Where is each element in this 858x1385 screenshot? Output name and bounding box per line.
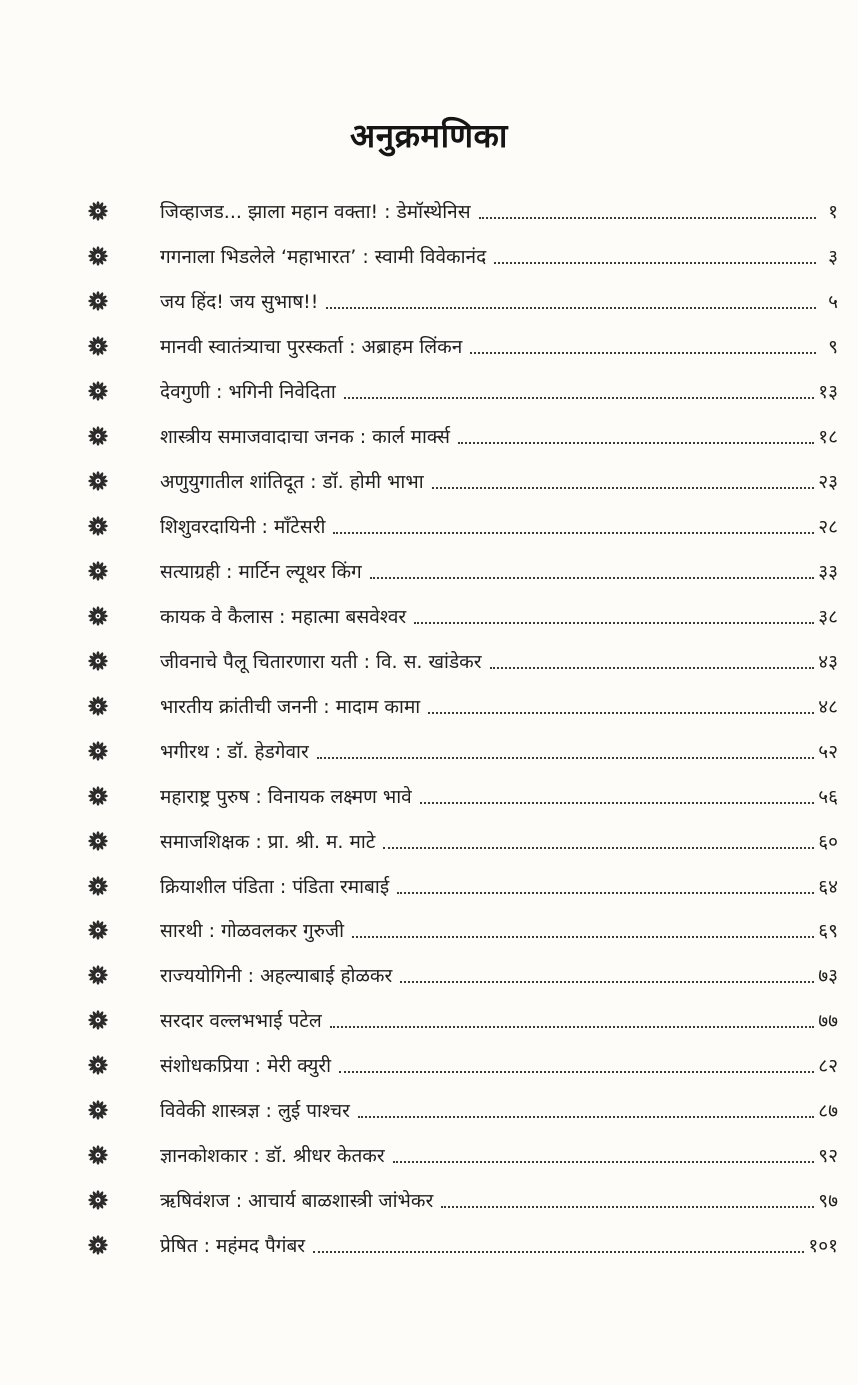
toc-page-number: ५२ xyxy=(818,740,838,763)
toc-entry xyxy=(0,728,858,773)
toc-entry-title: ज्ञानकोशकार : डॉ. श्रीधर केतकर xyxy=(160,1145,385,1168)
dot-leader xyxy=(490,667,815,669)
toc-entry-line xyxy=(160,773,838,818)
daisy-flower-icon xyxy=(88,606,108,626)
daisy-flower-icon xyxy=(88,426,108,446)
toc-entry xyxy=(0,1043,858,1088)
dot-leader xyxy=(458,442,814,444)
daisy-flower-icon xyxy=(88,201,108,221)
toc-page-number: १८ xyxy=(818,426,838,449)
toc-entry xyxy=(0,638,858,683)
toc-entry-title: देवगुणी : भगिनी निवेदिता xyxy=(160,381,336,404)
toc-entry xyxy=(0,953,858,998)
daisy-flower-icon xyxy=(88,651,108,671)
toc-entry-line xyxy=(160,369,838,414)
dot-leader xyxy=(400,981,814,983)
toc-page-number: ६४ xyxy=(818,875,838,898)
toc-entry-title: शास्त्रीय समाजवादाचा जनक : कार्ल मार्क्स xyxy=(160,426,450,449)
toc-page-number: २८ xyxy=(818,516,838,539)
toc-page-number: ६० xyxy=(818,830,838,853)
toc-entry-title: मानवी स्वातंत्र्याचा पुरस्कर्ता : अब्राहम लिंकन xyxy=(160,336,463,359)
toc-entry-title: प्रेषित : महंमद पैगंबर xyxy=(160,1235,306,1258)
toc-entry-line xyxy=(160,1043,838,1088)
toc-entry-title: सत्याग्रही : मार्टिन ल्यूथर किंग xyxy=(160,560,362,583)
toc-page-number: ९२ xyxy=(818,1145,838,1168)
toc-entry xyxy=(0,593,858,638)
toc-entry-title: भारतीय क्रांतीची जननी : मादाम कामा xyxy=(160,695,421,718)
toc-entry-line xyxy=(160,683,838,728)
toc-entry xyxy=(0,863,858,908)
toc-entry-line xyxy=(160,504,838,549)
toc-entry xyxy=(0,773,858,818)
toc-entry-line xyxy=(160,1088,838,1133)
toc-page-number: १३ xyxy=(818,381,838,404)
toc-entry xyxy=(0,234,858,279)
daisy-flower-icon xyxy=(88,471,108,491)
daisy-flower-icon xyxy=(88,516,108,536)
toc-page-number: ३८ xyxy=(818,605,838,628)
page-title: अनुक्रमणिका xyxy=(350,116,508,155)
daisy-flower-icon xyxy=(88,1145,108,1165)
toc-entry-title: भगीरथ : डॉ. हेडगेवार xyxy=(160,740,309,763)
toc-page-number: ९७ xyxy=(818,1190,838,1213)
dot-leader xyxy=(352,936,814,938)
daisy-flower-icon xyxy=(88,246,108,266)
toc-page-number: ८७ xyxy=(818,1100,838,1123)
toc-entry-title: गगनाला भिडलेले ‘महाभारत’ : स्वामी विवेकानंद xyxy=(160,246,487,269)
daisy-flower-icon xyxy=(88,876,108,896)
toc-entry-line xyxy=(160,1178,838,1223)
daisy-flower-icon xyxy=(88,381,108,401)
dot-leader xyxy=(420,802,814,804)
table-of-contents xyxy=(0,189,858,1268)
daisy-flower-icon xyxy=(88,831,108,851)
dot-leader xyxy=(428,712,814,714)
dot-leader xyxy=(344,397,814,399)
toc-entry-line xyxy=(160,549,838,594)
toc-entry-line xyxy=(160,728,838,773)
toc-entry-line xyxy=(160,818,838,863)
toc-page-number: ८२ xyxy=(818,1055,838,1078)
toc-entry xyxy=(0,369,858,414)
toc-entry-line xyxy=(160,863,838,908)
toc-entry-line xyxy=(160,234,838,279)
toc-entry-title: जीवनाचे पैलू चितारणारा यती : वि. स. खांडेकर xyxy=(160,650,482,673)
daisy-flower-icon xyxy=(88,561,108,581)
daisy-flower-icon xyxy=(88,291,108,311)
toc-entry-line xyxy=(160,908,838,953)
toc-entry xyxy=(0,1133,858,1178)
toc-page-number: ९ xyxy=(828,336,838,359)
toc-entry xyxy=(0,414,858,459)
dot-leader xyxy=(414,622,814,624)
toc-entry-line xyxy=(160,998,838,1043)
dot-leader xyxy=(441,1206,814,1208)
daisy-flower-icon xyxy=(88,1055,108,1075)
toc-entry-line xyxy=(160,459,838,504)
dot-leader xyxy=(494,262,816,264)
toc-entry-line xyxy=(160,953,838,998)
toc-entry-title: ऋषिवंशज : आचार्य बाळशास्त्री जांभेकर xyxy=(160,1190,434,1213)
toc-entry-line xyxy=(160,1223,838,1268)
toc-page-number: ५ xyxy=(828,291,838,314)
daisy-flower-icon xyxy=(88,1010,108,1030)
toc-entry-line xyxy=(160,189,838,234)
dot-leader xyxy=(339,1071,814,1073)
toc-entry-line xyxy=(160,279,838,324)
dot-leader xyxy=(358,1116,814,1118)
toc-entry-line xyxy=(160,638,838,683)
toc-entry xyxy=(0,998,858,1043)
daisy-flower-icon xyxy=(88,696,108,716)
dot-leader xyxy=(397,892,814,894)
daisy-flower-icon xyxy=(88,1190,108,1210)
dot-leader xyxy=(313,1251,804,1253)
toc-page-number: ३ xyxy=(828,246,838,269)
dot-leader xyxy=(326,307,816,309)
dot-leader xyxy=(470,352,816,354)
toc-entry-line xyxy=(160,1133,838,1178)
toc-entry-title: क्रियाशील पंडिता : पंडिता रमाबाई xyxy=(160,875,390,898)
dot-leader xyxy=(479,217,816,219)
toc-entry xyxy=(0,324,858,369)
toc-page-number: ५६ xyxy=(818,785,838,808)
toc-entry xyxy=(0,1178,858,1223)
toc-entry-title: समाजशिक्षक : प्रा. श्री. म. माटे xyxy=(160,830,376,853)
toc-entry-title: विवेकी शास्त्रज्ञ : लुई पाश्चर xyxy=(160,1100,350,1123)
toc-entry xyxy=(0,459,858,504)
dot-leader xyxy=(330,1026,815,1028)
toc-entry-title: राज्ययोगिनी : अहल्याबाई होळकर xyxy=(160,965,393,988)
dot-leader xyxy=(393,1161,815,1163)
toc-entry xyxy=(0,683,858,728)
toc-entry-title: जिव्हाजड... झाला महान वक्ता! : डेमॉस्थेनिस xyxy=(160,201,471,224)
dot-leader xyxy=(432,487,815,489)
daisy-flower-icon xyxy=(88,1235,108,1255)
dot-leader xyxy=(370,577,815,579)
toc-page-number: ४८ xyxy=(818,695,838,718)
toc-entry-title: महाराष्ट्र पुरुष : विनायक लक्ष्मण भावे xyxy=(160,785,412,808)
toc-entry xyxy=(0,1223,858,1268)
daisy-flower-icon xyxy=(88,965,108,985)
daisy-flower-icon xyxy=(88,1100,108,1120)
toc-page-number: २३ xyxy=(818,471,838,494)
toc-entry xyxy=(0,1088,858,1133)
toc-entry xyxy=(0,818,858,863)
toc-entry xyxy=(0,549,858,594)
toc-page-number: १ xyxy=(828,201,838,224)
dot-leader xyxy=(317,757,814,759)
daisy-flower-icon xyxy=(88,741,108,761)
dot-leader xyxy=(333,532,814,534)
toc-page-number: ७३ xyxy=(818,965,838,988)
toc-entry-title: अणुयुगातील शांतिदूत : डॉ. होमी भाभा xyxy=(160,471,424,494)
toc-entry xyxy=(0,279,858,324)
toc-entry-title: सारथी : गोळवलकर गुरुजी xyxy=(160,920,345,943)
toc-entry xyxy=(0,189,858,234)
toc-entry-title: कायक वे कैलास : महात्मा बसवेश्वर xyxy=(160,605,407,628)
dot-leader xyxy=(383,847,814,849)
toc-entry-title: शिशुवरदायिनी : माँटेसरी xyxy=(160,516,326,539)
toc-page-number: ६९ xyxy=(818,920,838,943)
toc-entry-title: जय हिंद! जय सुभाष!! xyxy=(160,291,319,314)
toc-page-number: ७७ xyxy=(818,1010,838,1033)
daisy-flower-icon xyxy=(88,336,108,356)
toc-entry-line xyxy=(160,593,838,638)
toc-entry-line xyxy=(160,414,838,459)
toc-page-number: ४३ xyxy=(818,650,838,673)
daisy-flower-icon xyxy=(88,786,108,806)
toc-entry xyxy=(0,504,858,549)
toc-entry-title: सरदार वल्लभभाई पटेल xyxy=(160,1010,322,1033)
toc-entry-title: संशोधकप्रिया : मेरी क्युरी xyxy=(160,1055,332,1078)
toc-entry xyxy=(0,908,858,953)
toc-page-number: ३३ xyxy=(818,560,838,583)
toc-entry-line xyxy=(160,324,838,369)
daisy-flower-icon xyxy=(88,920,108,940)
toc-page-number: १०१ xyxy=(808,1235,838,1258)
